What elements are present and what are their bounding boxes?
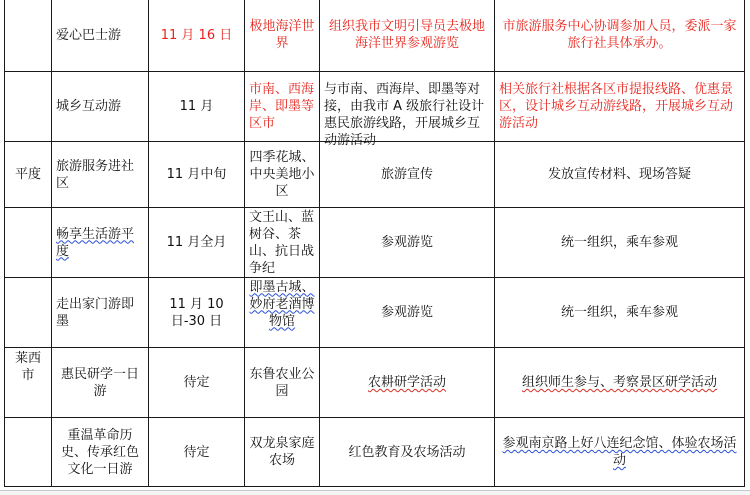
content-cell: 旅游宣传 [320,142,495,208]
region-cell [5,278,52,348]
region-cell [5,72,52,142]
activity-cell: 旅游服务进社区 [52,142,149,208]
note-cell [495,418,745,487]
content-cell: 参观游览 [320,208,495,278]
note-text: 参观南京路上好八连纪念馆、体验农场活动 [502,436,737,468]
time-cell: 11 月 10 日-30 日 [149,278,245,348]
table-row [5,0,745,72]
activity-cell: 走出家门游即墨 [52,278,149,348]
table-row [5,208,745,278]
note-text: 组织师生参与、考察景区研学活动 [521,375,717,390]
location-cell [245,208,320,278]
note-cell [495,348,745,418]
table-row [5,72,745,142]
activity-table [4,0,745,487]
region-cell: 莱西市 [5,348,52,418]
time-cell: 待定 [149,348,245,418]
note-cell: 相关旅行社根据各区市提报线路、优惠景区，设计城乡互动游线路，开展城乡互动游活动 [495,72,745,142]
region-cell [5,208,52,278]
table-row [5,418,745,487]
activity-cell: 惠民研学一日游 [52,348,149,418]
time-cell: 11 月 [149,72,245,142]
location-cell: 市南、西海岸、即墨等区市 [245,72,320,142]
content-text: 与市南、西海岸、即墨等对接，由我市 A 级旅行社设计惠民旅游线路，开展城乡互动游活动 [324,81,485,148]
region-cell: 平度 [5,142,52,208]
page-bottom-edge [0,490,750,495]
time-cell: 11 月全月 [149,208,245,278]
content-cell [320,348,495,418]
content-cell: 红色教育及农场活动 [320,418,495,487]
activity-text: 畅享生活游平度 [56,226,135,259]
content-cell: 参观游览 [320,278,495,348]
time-cell: 待定 [149,418,245,487]
location-cell: 四季花城、中央美地小区 [245,142,320,208]
activity-cell: 城乡互动游 [52,72,149,142]
activity-cell: 重温革命历史、传承红色文化一日游 [52,418,149,487]
location-cell: 东鲁农业公园 [245,348,320,418]
table-row [5,278,745,348]
note-cell: 统一组织，乘车参观 [495,208,745,278]
table-row [5,142,745,208]
location-cell [245,278,320,348]
location-text: 即墨古城、妙府老酒博物馆 [249,279,315,329]
note-cell: 统一组织，乘车参观 [495,278,745,348]
note-cell: 市旅游服务中心协调参加人员，委派一家旅行社具体承办。 [495,0,745,72]
region-cell [5,0,52,72]
content-cell: 组织我市文明引导员去极地海洋世界参观游览 [320,0,495,72]
region-cell [5,418,52,487]
time-cell: 11 月中旬 [149,142,245,208]
note-cell: 发放宣传材料、现场答疑 [495,142,745,208]
activity-cell [52,208,149,278]
activity-cell: 爱心巴士游 [52,0,149,72]
content-text: 农耕研学活动 [367,375,446,390]
location-cell: 极地海洋世界 [245,0,320,72]
content-cell [320,72,495,148]
table-row [5,348,745,418]
time-cell: 11 月 16 日 [149,0,245,72]
location-cell: 双龙泉家庭农场 [245,418,320,487]
location-text: 文王山、蓝树谷、茶山、抗日战争纪 [249,209,315,276]
